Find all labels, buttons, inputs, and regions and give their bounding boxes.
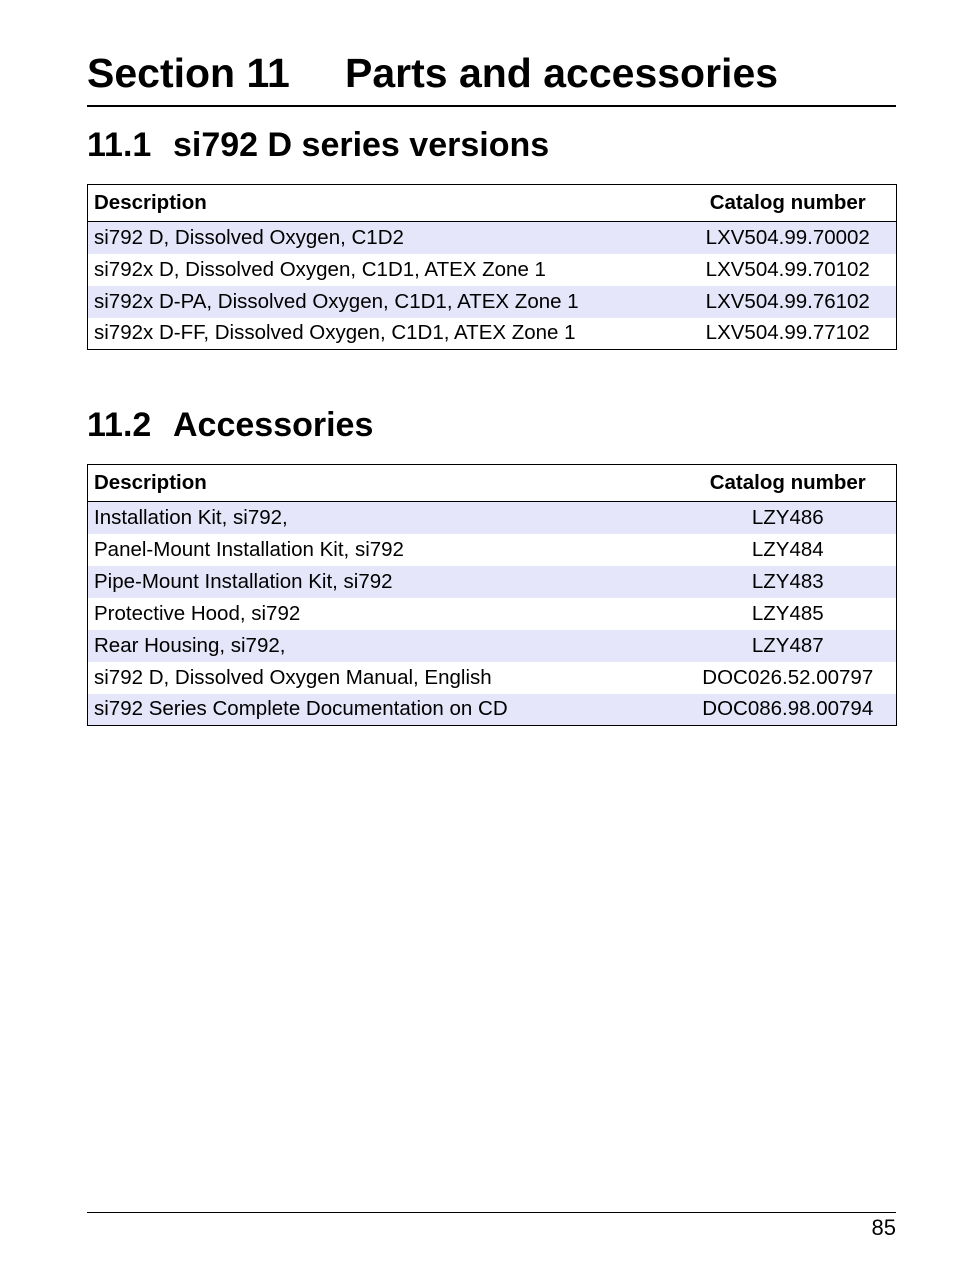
accessories-header-description: Description bbox=[88, 465, 688, 502]
versions-heading bbox=[87, 125, 549, 165]
section-title bbox=[87, 48, 896, 98]
table-row bbox=[88, 254, 897, 286]
row-catalog-number: LZY483 bbox=[688, 566, 897, 598]
table-row bbox=[88, 318, 897, 350]
page-number: 85 bbox=[871, 1215, 896, 1240]
versions-header-catalog: Catalog number bbox=[688, 185, 897, 222]
row-description: si792 Series Complete Documentation on CD bbox=[88, 694, 688, 726]
row-catalog-number: LXV504.99.77102 bbox=[688, 318, 897, 350]
row-description: Pipe-Mount Installation Kit, si792 bbox=[88, 566, 688, 598]
row-description: si792 D, Dissolved Oxygen, C1D2 bbox=[88, 222, 688, 254]
section-divider bbox=[87, 105, 896, 107]
row-catalog-number: LZY485 bbox=[688, 598, 897, 630]
accessories-table bbox=[87, 464, 897, 726]
accessories-table-header-row bbox=[88, 465, 897, 502]
accessories-heading-number: 11.2 bbox=[87, 406, 152, 444]
row-description: si792x D-FF, Dissolved Oxygen, C1D1, ATEX Zone 1 bbox=[88, 318, 688, 350]
row-description: Protective Hood, si792 bbox=[88, 598, 688, 630]
row-catalog-number: LZY484 bbox=[688, 534, 897, 566]
table-row bbox=[88, 502, 897, 534]
row-description: si792 D, Dissolved Oxygen Manual, English bbox=[88, 662, 688, 694]
table-row bbox=[88, 694, 897, 726]
row-description: Panel-Mount Installation Kit, si792 bbox=[88, 534, 688, 566]
versions-table-header-row bbox=[88, 185, 897, 222]
accessories-heading bbox=[87, 405, 373, 445]
table-row bbox=[88, 222, 897, 254]
versions-table bbox=[87, 184, 897, 350]
versions-header-description: Description bbox=[88, 185, 688, 222]
section-heading-text: Parts and accessories bbox=[345, 50, 779, 96]
row-description: Rear Housing, si792, bbox=[88, 630, 688, 662]
row-catalog-number: LXV504.99.76102 bbox=[688, 286, 897, 318]
table-row bbox=[88, 630, 897, 662]
row-catalog-number: DOC026.52.00797 bbox=[688, 662, 897, 694]
accessories-heading-text: Accessories bbox=[173, 406, 374, 444]
table-row bbox=[88, 662, 897, 694]
row-catalog-number: LXV504.99.70002 bbox=[688, 222, 897, 254]
table-row bbox=[88, 598, 897, 630]
row-catalog-number: LZY486 bbox=[688, 502, 897, 534]
table-row bbox=[88, 566, 897, 598]
row-description: si792x D-PA, Dissolved Oxygen, C1D1, ATEX Zone 1 bbox=[88, 286, 688, 318]
footer-divider bbox=[87, 1212, 896, 1213]
row-catalog-number: DOC086.98.00794 bbox=[688, 694, 897, 726]
row-catalog-number: LXV504.99.70102 bbox=[688, 254, 897, 286]
versions-heading-number: 11.1 bbox=[87, 126, 152, 164]
versions-heading-text: si792 D series versions bbox=[173, 126, 550, 164]
table-row bbox=[88, 286, 897, 318]
accessories-header-catalog: Catalog number bbox=[688, 465, 897, 502]
row-catalog-number: LZY487 bbox=[688, 630, 897, 662]
row-description: Installation Kit, si792, bbox=[88, 502, 688, 534]
row-description: si792x D, Dissolved Oxygen, C1D1, ATEX Zone 1 bbox=[88, 254, 688, 286]
table-row bbox=[88, 534, 897, 566]
section-number: Section 11 bbox=[87, 50, 290, 96]
